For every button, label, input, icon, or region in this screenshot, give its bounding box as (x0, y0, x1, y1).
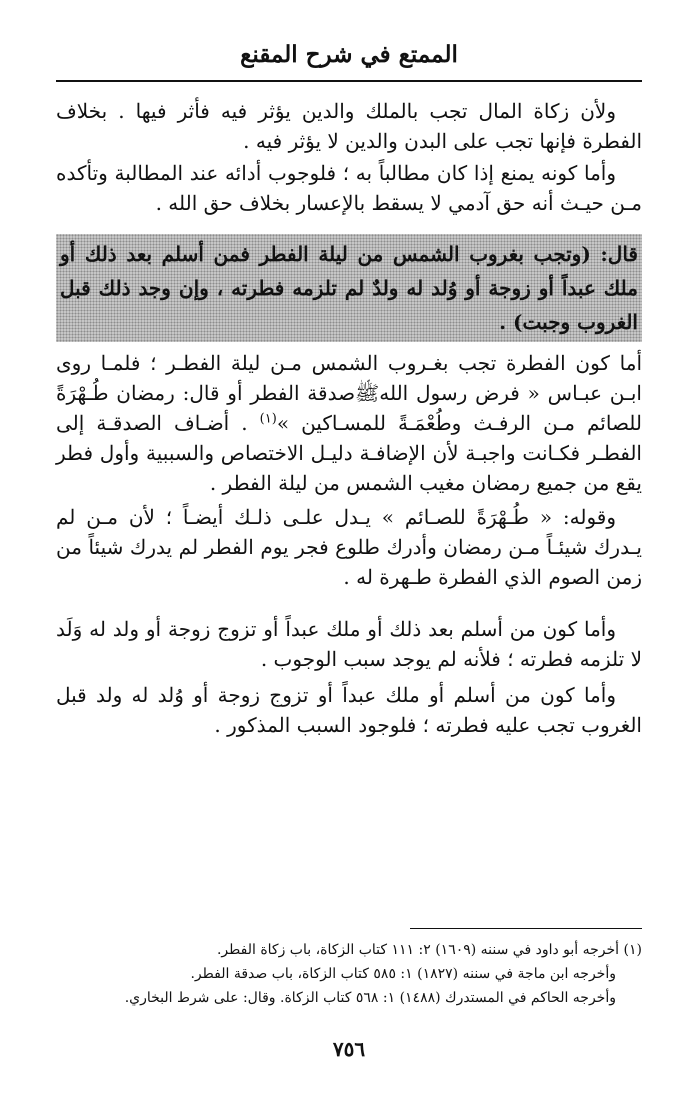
paragraph-5: وأما كون من أسلم بعد ذلك أو ملك عبداً أو تزوج زوجة أو ولد له وَلَد لا تلزمه فطرته ؛ فلأنه لم يوجد سبب الوجوب . (56, 617, 642, 671)
paragraph-4: وقوله: « طُـهْرَةً للصـائم » يـدل علـى ذلـك أيضـاً ؛ لأن مـن لم يـدرك شيئـاً مـن رمضان وأدرك طلوع فجر يوم الفطر لم يدرك شيئاً من زمن الصوم الذي الفطرة طـهرة له . (56, 505, 642, 589)
matn-highlighted-passage: قال: (وتجب بغروب الشمس من ليلة الفطر فمن أسلم بعد ذلك أو ملك عبداً أو زوجة أو وُلد له ولدٌ لم تلزمه فطرته ، وإن وجد ذلك قبل الغروب وجبت) . (56, 234, 642, 342)
paragraph-6: وأما كون من أسلم أو ملك عبداً أو تزوج زوجة أو وُلد له ولد قبل الغروب تجب عليه فطرته ؛ فلوجود السبب المذكور . (56, 683, 642, 737)
paragraph-3-text-a: أما كون الفطرة تجب بغـروب الشمس مـن ليلة الفطـر ؛ فلمـا روى ابـن عبـاس « فرض رسول اللهﷺصدقة الفطر أو قال: رمضان طُـهْرَةً للصائم مـن الرفـث وطُعْمَـةً للمسـاكين » (56, 351, 642, 435)
paragraph-2: وأما كونه يمنع إذا كان مطالباً به ؛ فلوجوب أدائه عند المطالبة وتأكده مـن حيـث أنه حق آدمي لا يسقط بالإعسار بخلاف حق الله . (56, 161, 642, 215)
paragraph-3 (56, 348, 642, 498)
footnote-1: (١) أخرجه أبو داود في سننه (١٦٠٩) ٢: ١١١ كتاب الزكاة، باب زكاة الفطر. (216, 942, 642, 958)
footnote-1-line-3: وأخرجه الحاكم في المستدرك (١٤٨٨) ١: ٥٦٨ كتاب الزكاة. وقال: على شرط البخاري. (124, 990, 616, 1006)
book-page (56, 0, 642, 1097)
main-text (56, 96, 642, 740)
paragraph-3-text-b: . أضـاف الصدقـة إلى الفطـر فكـانت واجبـة لأن الإضافـة دليـل الاختصاص والسببية وأول فطر يقع من جميع رمضان مغيب الشمس من ليلة الفطر . (56, 411, 642, 495)
footnote-reference: (١) (259, 411, 277, 427)
page-number: ٧٥٦ (332, 1037, 366, 1061)
paragraph-1: ولأن زكاة المال تجب بالملك والدين يؤثر فيه فأثر فيها . بخلاف الفطرة فإنها تجب على البدن والدين لا يؤثر فيه . (56, 99, 642, 153)
footnote-1-line-2: وأخرجه ابن ماجة في سننه (١٨٢٧) ١: ٥٨٥ كتاب الزكاة، باب صدقة الفطر. (190, 966, 616, 982)
running-header-title: الممتع في شرح المقنع (240, 41, 458, 68)
header-rule (56, 80, 642, 82)
footnotes (56, 938, 642, 1010)
footnote-separator (410, 928, 642, 929)
